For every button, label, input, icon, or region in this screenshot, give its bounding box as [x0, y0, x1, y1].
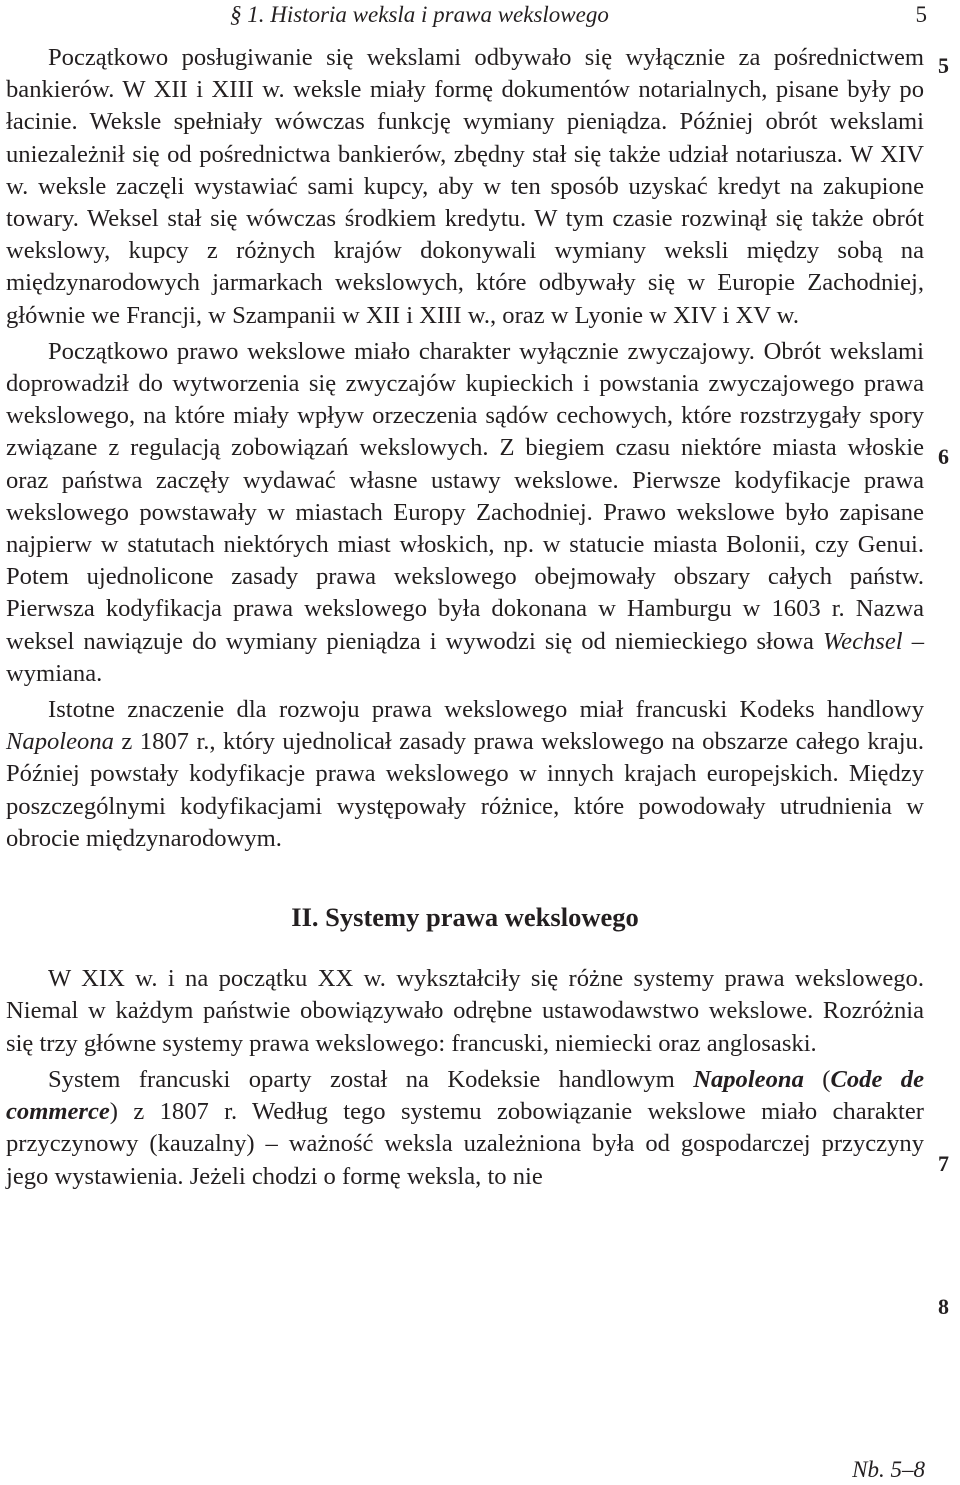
margin-number-8: 8	[938, 1294, 949, 1319]
footer-range: 5–8	[890, 1457, 925, 1482]
paragraph-2	[6, 336, 924, 690]
text-segment: Code de commerce	[6, 1065, 925, 1126]
text-segment: (	[803, 1065, 831, 1093]
text-segment: Początkowo prawo wekslowe miało charakter wyłącznie zwyczajowy. Obrót wekslami doprowadził do wytworzenia się zwyczajów kupieckich i powstania zwyczajowego prawa wekslowego, na które miały wpływ orzeczenia sądów cechowych, które rozstrzygały spory związane z regulacją zobowiązań wekslowych. Z biegiem czasu niektóre miasta włoskie oraz państwa zaczęły wydawać własne ustawy wekslowe. Pierwsze kodyfikacje prawa wekslowego powstawały w miastach Europy Zachodniej. Prawo wekslowe było zapisane najpierw w statutach niektórych miast włoskich, np. w statucie miasta Bolonii, czy Genui. Potem ujednolicone zasady prawa wekslowego obejmowały obszary całych państw. Pierwsza kodyfikacja prawa wekslowego była dokonana w Hamburgu w 1603 r. Nazwa weksel nawiązuje do wymiany pieniądza i wywodzi się od niemieckiego słowa	[6, 337, 924, 655]
text-segment: Napoleona	[6, 728, 114, 756]
running-head	[230, 0, 930, 30]
text-segment: Początkowo posługiwanie się wekslami odbywało się wyłącznie za pośrednictwem bankierów. W XII i XIII w. weksle miały formę dokumentów notarialnych, pisane były po łacinie. Weksle spełniały wówczas funkcję wymiany pieniądza. Później obrót wekslami uniezależnił się od pośrednictwa bankierów, zbędny stał się także udział notariusza. W XIV w. weksle zaczęli wystawiać sami kupcy, aby w ten sposób uzyskać kredyt na zakupione towary. Weksel stał się wówczas środkiem kredytu. W tym czasie rozwinął się także obrót wekslowy, kupcy z różnych krajów dokonywali wymiany weksli między sobą na międzynarodowych jarmarkach wekslowych, które odbywały się w Europie Zachodniej, głównie we Francji, w Szampanii w XII i XIII w., oraz w Lyonie w XIV i XV w.	[6, 44, 924, 329]
text-segment: Napoleona	[693, 1065, 804, 1093]
text-segment: Istotne znaczenie dla rozwoju prawa wekslowego miał francuski Kodeks handlowy	[48, 696, 924, 724]
text-segment: z 1807 r., który ujednolicał zasady prawa wekslowego na obszarze całego kraju. Później powstały kodyfikacje prawa wekslowego w innych krajach europejskich. Między poszczególnymi kodyfikacjami występowały różnice, które powodowały utrudnienia w obrocie międzynarodowym.	[6, 728, 924, 852]
section-heading: II. Systemy prawa wekslowego	[291, 902, 639, 933]
margin-number-6: 6	[938, 444, 949, 469]
paragraph-4	[6, 963, 924, 1060]
page-number: 5	[915, 2, 927, 27]
margin-number-7: 7	[938, 1151, 949, 1176]
text-segment: Wechsel	[822, 627, 903, 655]
margin-number-5: 5	[938, 53, 949, 78]
paragraph-5	[6, 1064, 924, 1193]
body-text	[6, 42, 924, 1193]
footer-margin-reference	[852, 1456, 925, 1484]
footer-prefix: Nb.	[852, 1457, 885, 1482]
text-segment: – wymiana.	[6, 627, 924, 687]
text-segment: ) z 1807 r. Według tego systemu zobowiązanie wekslowe miało charakter przyczynowy (kauzalny) – ważność weksla uzależniona była od gospodarczej przyczyny jego wystawienia. Jeżeli chodzi o formę weksla, to nie	[6, 1098, 924, 1190]
paragraph-1	[6, 42, 924, 332]
paragraph-3	[6, 694, 924, 855]
running-title: § 1. Historia weksla i prawa wekslowego	[230, 2, 609, 27]
text-segment: W XIX w. i na początku XX w. wykształciły się różne systemy prawa wekslowego. Niemal w każdym państwie obowiązywało odrębne ustawodawstwo wekslowe. Rozróżnia się trzy główne systemy prawa wekslowego: francuski, niemiecki oraz anglosaski.	[6, 965, 924, 1057]
text-segment: System francuski oparty został na Kodeksie handlowym	[48, 1065, 694, 1093]
